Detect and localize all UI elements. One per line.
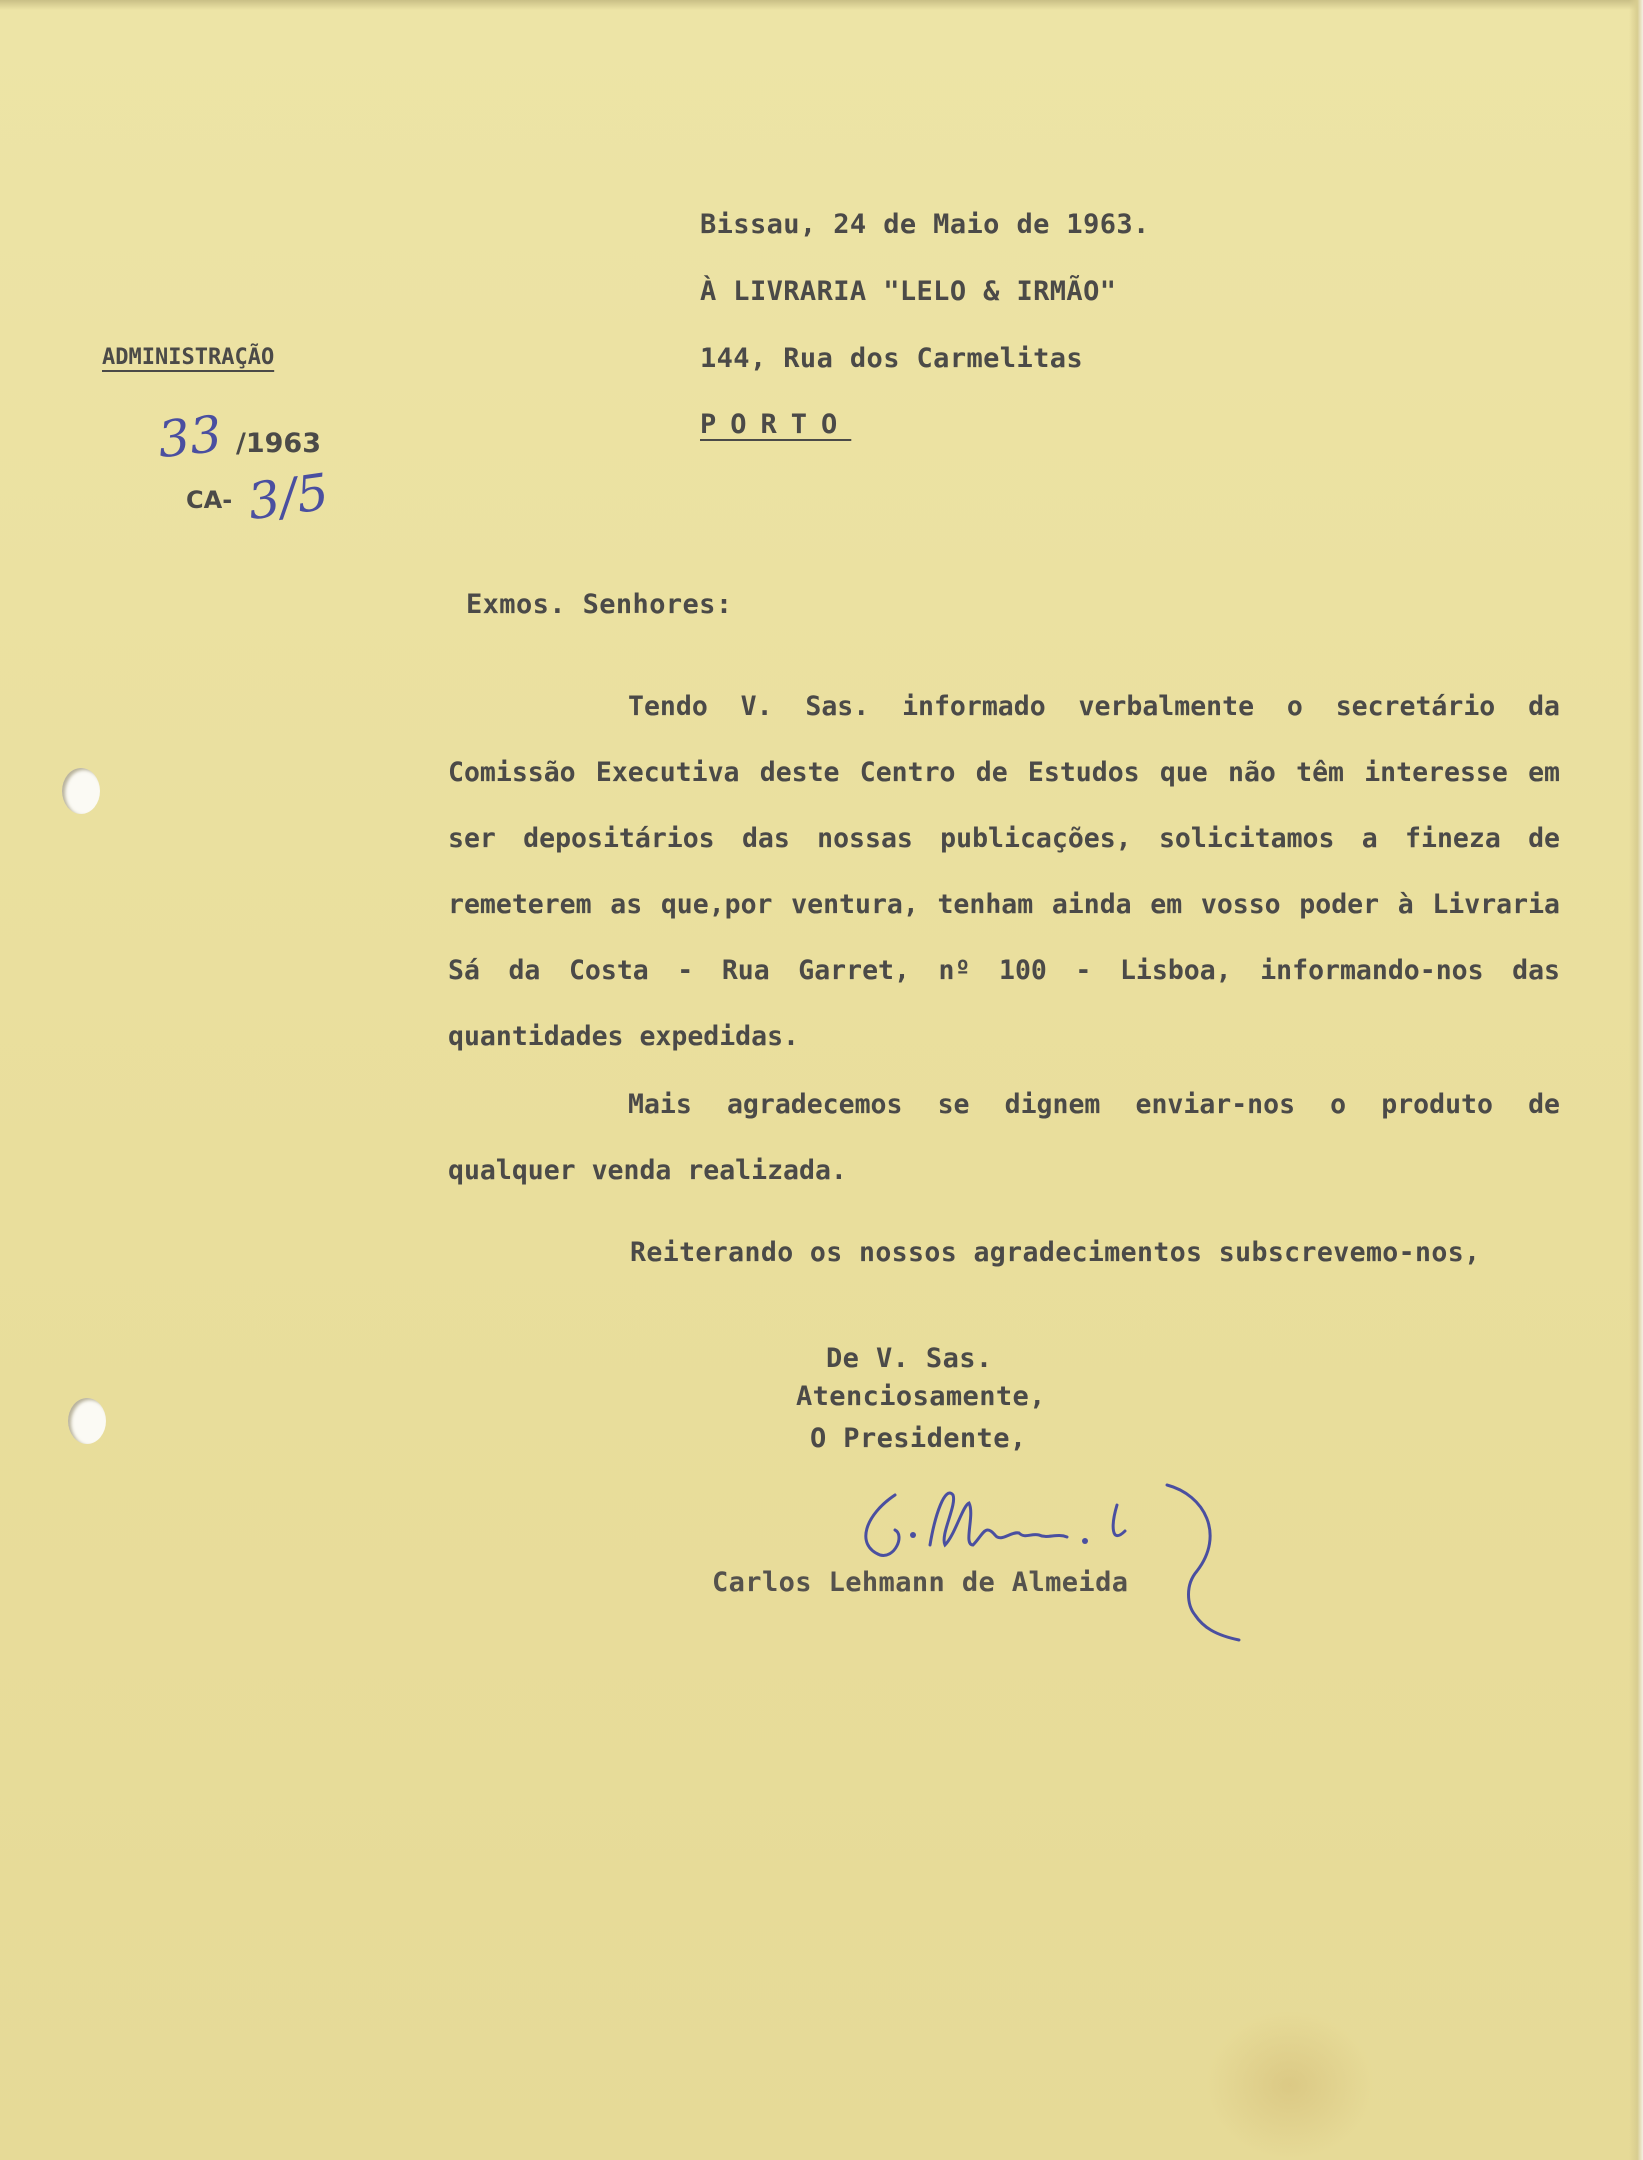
handwritten-ca-number: 3/5 bbox=[244, 462, 333, 532]
date-line: Bissau, 24 de Maio de 1963. bbox=[700, 209, 1150, 240]
ca-label: CA- bbox=[186, 486, 233, 514]
closing-line-1: De V. Sas. bbox=[826, 1343, 993, 1374]
punch-hole-upper bbox=[62, 768, 100, 814]
recipient-name: À LIVRARIA "LELO & IRMÃO" bbox=[700, 276, 1117, 307]
body-paragraph-1: Tendo V. Sas. informado verbalmente o secretário da Comissão Executiva deste Centro de Estudos que não têm interesse em ser depositários das nossas publicações, solicitamos a fineza de remeterem as que,por ventura, tenham ainda em vosso poder à Livraria Sá da Costa - Rua Garret, nº 100 - Lisboa, informando-nos das quantidades expedidas. bbox=[448, 691, 1560, 1052]
body-paragraph-2: Mais agradecemos se dignem enviar-nos o produto de qualquer venda realizada. bbox=[448, 1089, 1560, 1186]
punch-hole-lower bbox=[68, 1398, 106, 1444]
recipient-city: PORTO bbox=[700, 409, 852, 440]
paper-top-edge bbox=[0, 0, 1643, 10]
handwritten-signature bbox=[835, 1475, 1255, 1645]
margin-heading: ADMINISTRAÇÃO bbox=[102, 345, 275, 370]
paper-right-edge bbox=[1629, 0, 1643, 2160]
closing-line-2: Atenciosamente, bbox=[796, 1381, 1046, 1412]
body-paragraph-3: Reiterando os nossos agradecimentos subscrevemo-nos, bbox=[630, 1237, 1481, 1268]
paper-stain bbox=[1205, 2010, 1375, 2160]
signer-name: Carlos Lehmann de Almeida bbox=[712, 1567, 1129, 1598]
closing-line-3: O Presidente, bbox=[810, 1423, 1027, 1454]
ref-year: /1963 bbox=[236, 428, 322, 459]
handwritten-ref-number: 33 bbox=[155, 404, 225, 470]
recipient-address: 144, Rua dos Carmelitas bbox=[700, 343, 1084, 374]
salutation: Exmos. Senhores: bbox=[466, 589, 733, 620]
